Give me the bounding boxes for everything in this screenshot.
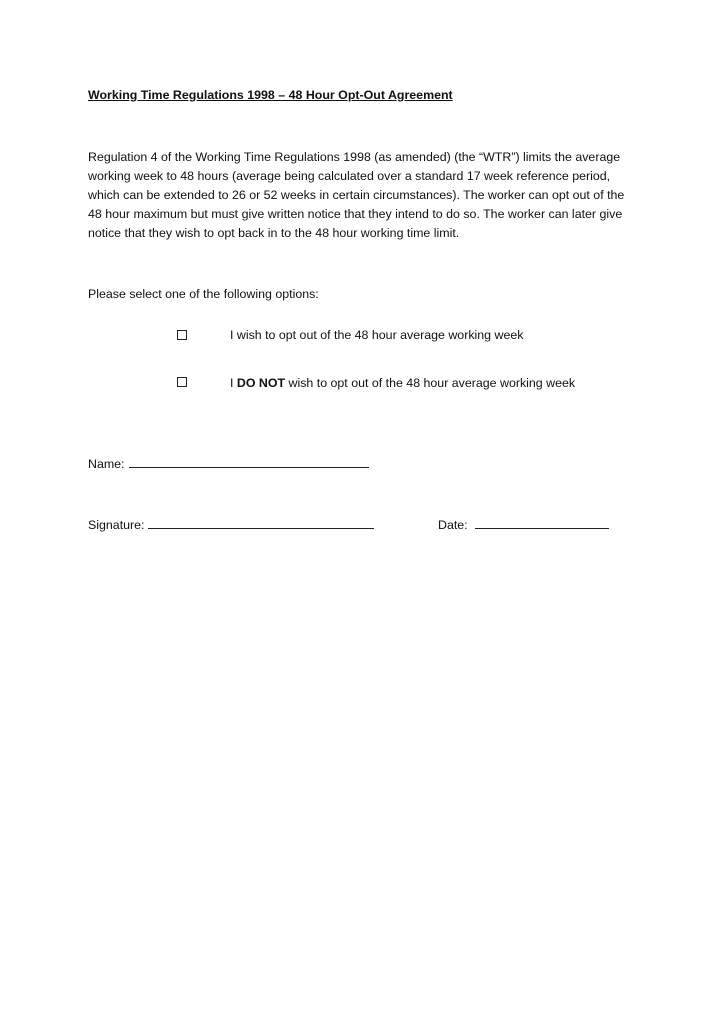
do-not-opt-out-checkbox[interactable] bbox=[177, 377, 187, 387]
name-line[interactable] bbox=[129, 457, 369, 468]
paragraph-line: Regulation 4 of the Working Time Regulations 1998 (as amended) (the “WTR”) limits the average bbox=[88, 150, 621, 164]
signature-label: Signature: bbox=[88, 518, 145, 532]
do-not-opt-out-label-suffix: wish to opt out of the 48 hour average working week bbox=[285, 376, 576, 390]
do-not-emphasis: DO NOT bbox=[236, 376, 286, 390]
do-not-opt-out-label-prefix: I bbox=[230, 376, 237, 390]
options-prompt: Please select one of the following options: bbox=[88, 287, 319, 301]
name-field bbox=[88, 457, 369, 471]
signature-line[interactable] bbox=[148, 518, 374, 529]
paragraph-line: notice that they wish to opt back in to the 48 hour working time limit. bbox=[88, 226, 460, 240]
opt-out-label: I wish to opt out of the 48 hour average working week bbox=[230, 328, 524, 342]
date-field bbox=[438, 518, 609, 532]
do-not-opt-out-label bbox=[230, 376, 575, 390]
document-title: Working Time Regulations 1998 – 48 Hour Opt-Out Agreement bbox=[88, 88, 453, 102]
paragraph-line: working week to 48 hours (average being calculated over a standard 17 week reference period, bbox=[88, 169, 611, 183]
regulation-paragraph bbox=[88, 148, 624, 243]
signature-field bbox=[88, 518, 374, 532]
paragraph-line: which can be extended to 26 or 52 weeks in certain circumstances). The worker can opt out of the bbox=[88, 188, 625, 202]
opt-out-checkbox[interactable] bbox=[177, 330, 187, 340]
date-label: Date: bbox=[438, 518, 468, 532]
name-label: Name: bbox=[88, 457, 125, 471]
paragraph-line: 48 hour maximum but must give written notice that they intend to do so. The worker can later give bbox=[88, 207, 623, 221]
date-line[interactable] bbox=[475, 518, 609, 529]
